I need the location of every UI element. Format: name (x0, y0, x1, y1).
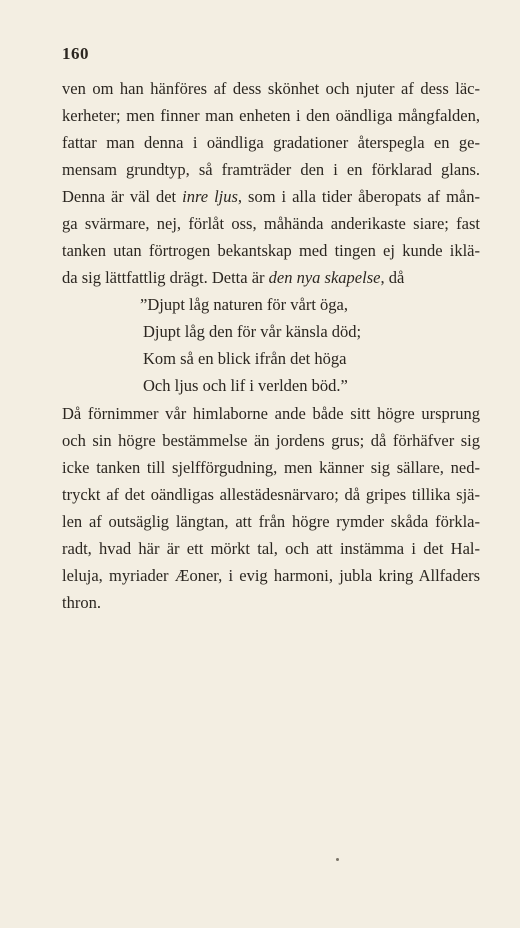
verse-line: Kom så en blick ifrån det höga (143, 349, 347, 368)
text-line: thron. (62, 593, 101, 612)
print-speck (336, 858, 339, 861)
text-line: icke tanken till sjelfförgudning, men känner sig sällare, ned- (62, 458, 480, 477)
italic-phrase: den nya skapelse (268, 268, 381, 287)
verse-line: ”Djupt låg naturen för vårt öga, (140, 295, 349, 314)
text-line: ven om han hänföres af dess skönhet och njuter af dess läc- (62, 79, 480, 98)
text-line (62, 187, 480, 207)
italic-phrase: inre ljus (182, 187, 238, 206)
text-line: ga svärmare, nej, förlåt oss, måhända anderikaste siare; fast (62, 214, 480, 233)
text-line: tryckt af det oändligas allestädesnärvaro; då gripes tillika sjä- (62, 485, 480, 504)
text-run: da sig lättfattlig drägt. Detta är (62, 268, 269, 287)
text-line: kerheter; men finner man enheten i den oändliga mångfalden, (62, 106, 480, 125)
text-line: leluja, myriader Æoner, i evig harmoni, jubla kring Allfaders (62, 566, 480, 585)
text-line: len af outsäglig längtan, att från högre rymder skåda förkla- (62, 512, 480, 531)
text-run: , som i alla tider åberopats af mån- (237, 187, 480, 206)
text-line: radt, hvad här är ett mörkt tal, och att instämma i det Hal- (62, 539, 480, 558)
text-line (62, 268, 480, 288)
text-line: mensam grundtyp, så framträder den i en förklarad glans. (62, 160, 480, 179)
text-line: tanken utan förtrogen bekantskap med tingen ej kunde iklä- (62, 241, 480, 260)
text-line: Då förnimmer vår himlaborne ande både sitt högre ursprung (62, 404, 480, 423)
text-line: och sin högre bestämmelse än jordens grus; då förhäfver sig (62, 431, 480, 450)
page-number: 160 (62, 44, 89, 63)
verse-line: Och ljus och lif i verlden böd.” (143, 376, 348, 395)
text-run: , då (380, 268, 405, 287)
text-line: fattar man denna i oändliga gradationer återspegla en ge- (62, 133, 480, 152)
verse-line: Djupt låg den för vår känsla död; (143, 322, 362, 341)
text-run: Denna är väl det (62, 187, 183, 206)
